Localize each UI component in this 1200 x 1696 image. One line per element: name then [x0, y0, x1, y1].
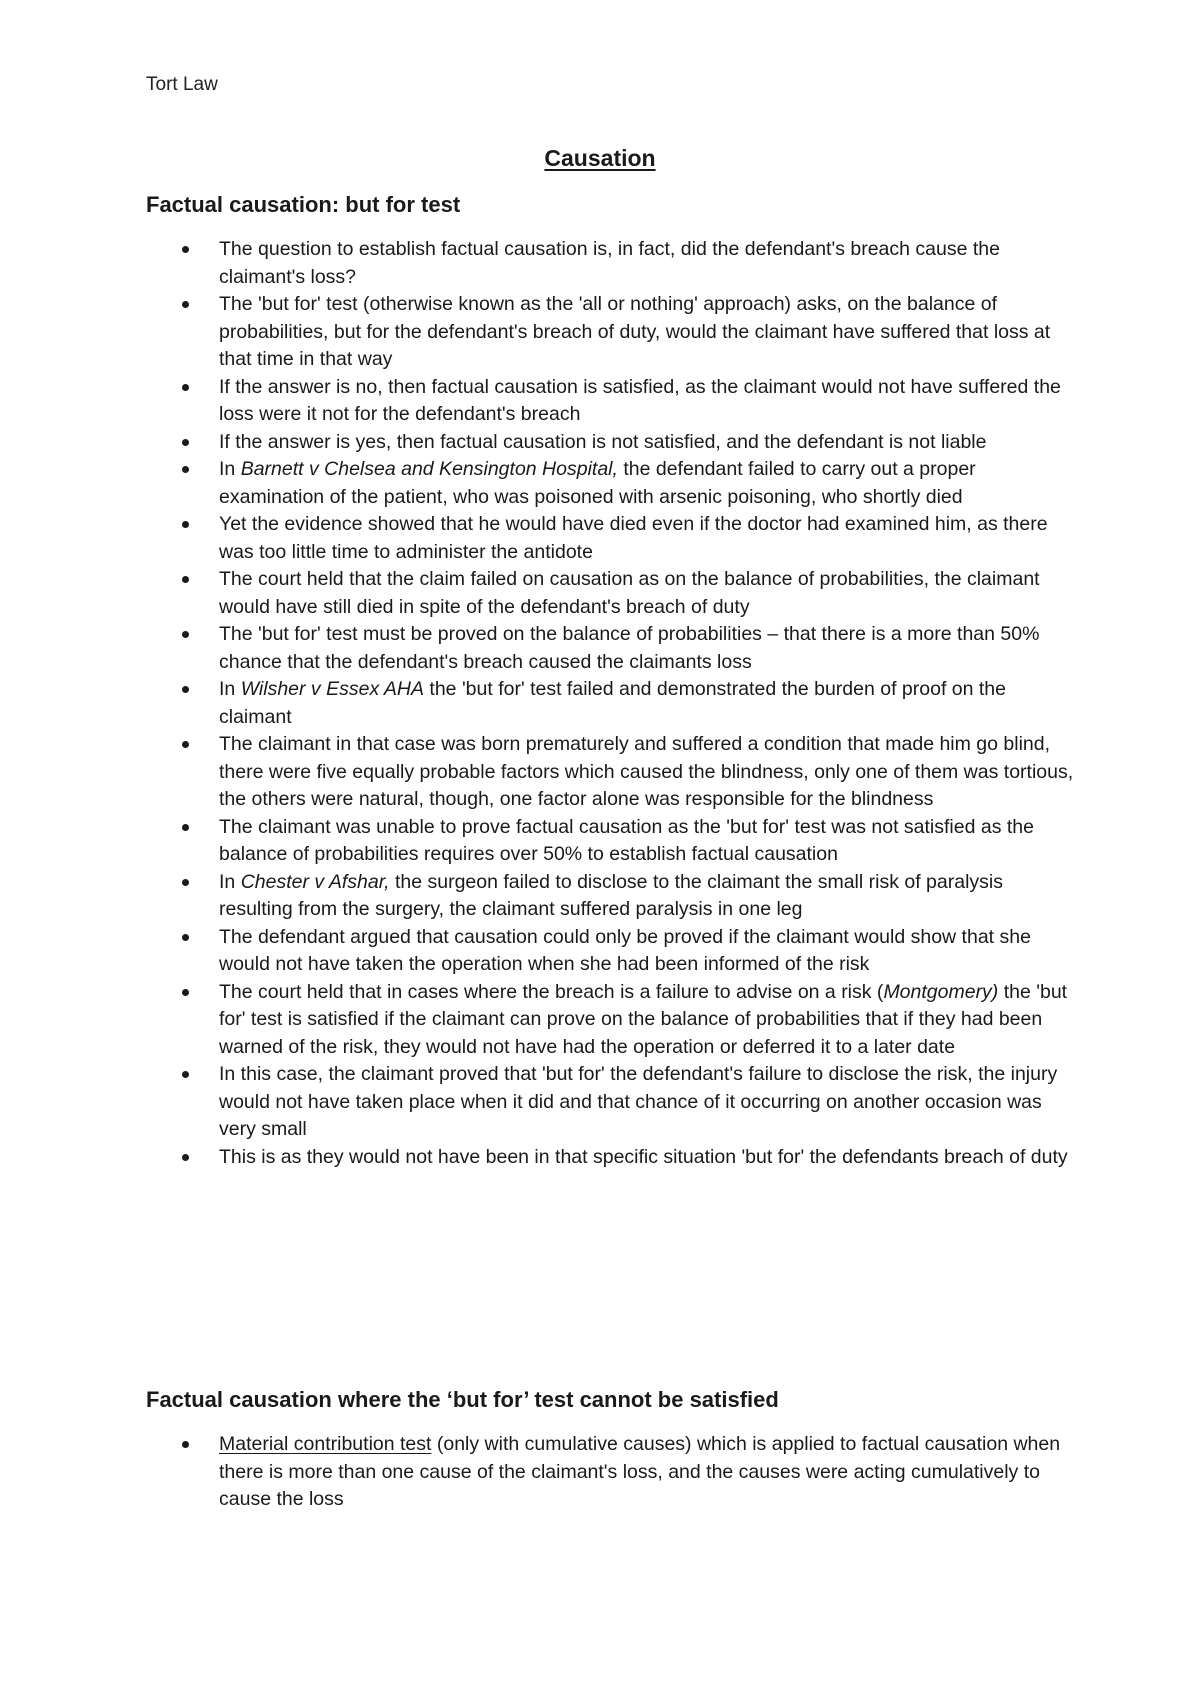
- bullet-text-prefix: The court held that in cases where the breach is a failure to advise on a risk (: [219, 980, 884, 1003]
- bullet-icon: [182, 631, 189, 638]
- bullet-icon: [182, 466, 189, 473]
- bullet-text: the surgeon failed to disclose to the claimant the small risk of paralysis resulting from the surgery, the claimant suffered paralysis in one leg: [219, 870, 1003, 920]
- bullet-text: The claimant in that case was born prematurely and suffered a condition that made him go blind, there were five equally probable factors which caused the blindness, only one of them was tortious, the others were natural, though, one factor alone was responsible for the blindness: [219, 733, 1074, 810]
- case-name: Barnett v Chelsea and Kensington Hospital,: [240, 458, 618, 480]
- bullet-text: If the answer is no, then factual causation is satisfied, as the claimant would not have suffered the loss were it not for the defendant's breach: [219, 375, 1061, 425]
- bullet-text: (only with cumulative causes) which is applied to factual causation when there is more than one cause of the claimant's loss, and the causes were acting cumulatively to cause the loss: [219, 1433, 1061, 1510]
- case-name: Montgomery): [883, 980, 999, 1003]
- bullet-text: The 'but for' test must be proved on the balance of probabilities – that there is a more than 50% chance that the defendant's breach caused the claimants loss: [219, 623, 1040, 673]
- list-item: [146, 924, 1081, 979]
- bullet-icon: [182, 1441, 189, 1448]
- bullet-text: the 'but for' test is satisfied if the claimant can prove on the balance of probabilities that if they had been warned of the risk, they would not have had the operation or deferred it to a later date: [219, 980, 1068, 1058]
- bullet-text-prefix: In: [219, 678, 241, 700]
- list-item: [146, 869, 1081, 924]
- bullet-icon: [182, 934, 189, 941]
- bullet-icon: [182, 439, 189, 446]
- list-item: [146, 1431, 1081, 1514]
- list-item: [146, 566, 1081, 621]
- list-item: [146, 1061, 1081, 1144]
- bullet-text: This is as they would not have been in that specific situation 'but for' the defendants breach of duty: [219, 1145, 1068, 1168]
- bullet-icon: [182, 384, 189, 391]
- bullet-text: The claimant was unable to prove factual causation as the 'but for' test was not satisfied as the balance of probabilities requires over 50% to establish factual causation: [219, 815, 1034, 865]
- bullet-text-prefix: In: [219, 870, 241, 893]
- bullet-text: The 'but for' test (otherwise known as the 'all or nothing' approach) asks, on the balance of probabilities, but for the defendant's breach of duty, would the claimant have suffered that loss at that time in that way: [219, 293, 1051, 370]
- bullet-text: If the answer is yes, then factual causation is not satisfied, and the defendant is not liable: [219, 430, 987, 453]
- list-item: [146, 979, 1081, 1062]
- case-name: Chester v Afshar,: [240, 870, 390, 893]
- bullet-icon: [182, 246, 189, 253]
- bullet-text: In this case, the claimant proved that 'but for' the defendant's failure to disclose the risk, the injury would not have taken place when it did and that chance of it occurring on another occasion was very small: [219, 1063, 1058, 1140]
- bullet-icon: [182, 521, 189, 528]
- but-for-test-bullet-list: [146, 236, 1081, 1171]
- list-item: [146, 511, 1081, 566]
- bullet-icon: [182, 1071, 189, 1078]
- bullet-text: The question to establish factual causation is, in fact, did the defendant's breach cause the claimant's loss?: [219, 238, 1000, 288]
- page-header: Tort Law: [146, 74, 218, 95]
- bullet-icon: [182, 989, 189, 996]
- case-name: Wilsher v Essex AHA: [240, 678, 424, 700]
- list-item: [146, 374, 1081, 429]
- material-contribution-bullet-list: [146, 1431, 1081, 1514]
- list-item: [146, 236, 1081, 291]
- bullet-text: The court held that the claim failed on causation as on the balance of probabilities, the claimant would have still died in spite of the defendant's breach of duty: [219, 568, 1040, 618]
- bullet-icon: [182, 824, 189, 831]
- bullet-text: The defendant argued that causation could only be proved if the claimant would show that she would not have taken the operation when she had been informed of the risk: [219, 925, 1031, 975]
- test-term: Material contribution test: [219, 1433, 432, 1455]
- list-item: [146, 676, 1081, 731]
- bullet-text-prefix: In: [219, 458, 241, 480]
- list-item: [146, 621, 1081, 676]
- bullet-icon: [182, 576, 189, 583]
- list-item: [146, 456, 1081, 511]
- section-heading-but-for-not-satisfied: Factual causation where the ‘but for’ test cannot be satisfied: [146, 1387, 779, 1412]
- bullet-icon: [182, 301, 189, 308]
- bullet-icon: [182, 879, 189, 886]
- list-item: [146, 1144, 1081, 1172]
- bullet-icon: [182, 686, 189, 693]
- page-title: Causation: [544, 145, 656, 171]
- bullet-icon: [182, 741, 189, 748]
- list-item: [146, 291, 1081, 374]
- list-item: [146, 814, 1081, 869]
- section-heading-but-for-test: Factual causation: but for test: [146, 192, 461, 217]
- list-item: [146, 731, 1081, 814]
- bullet-text: Yet the evidence showed that he would have died even if the doctor had examined him, as there was too little time to administer the antidote: [219, 513, 1048, 563]
- bullet-icon: [182, 1154, 189, 1161]
- bullet-text: the 'but for' test failed and demonstrated the burden of proof on the claimant: [219, 678, 1007, 728]
- bullet-text: the defendant failed to carry out a proper examination of the patient, who was poisoned with arsenic poisoning, who shortly died: [219, 458, 976, 508]
- list-item: [146, 429, 1081, 457]
